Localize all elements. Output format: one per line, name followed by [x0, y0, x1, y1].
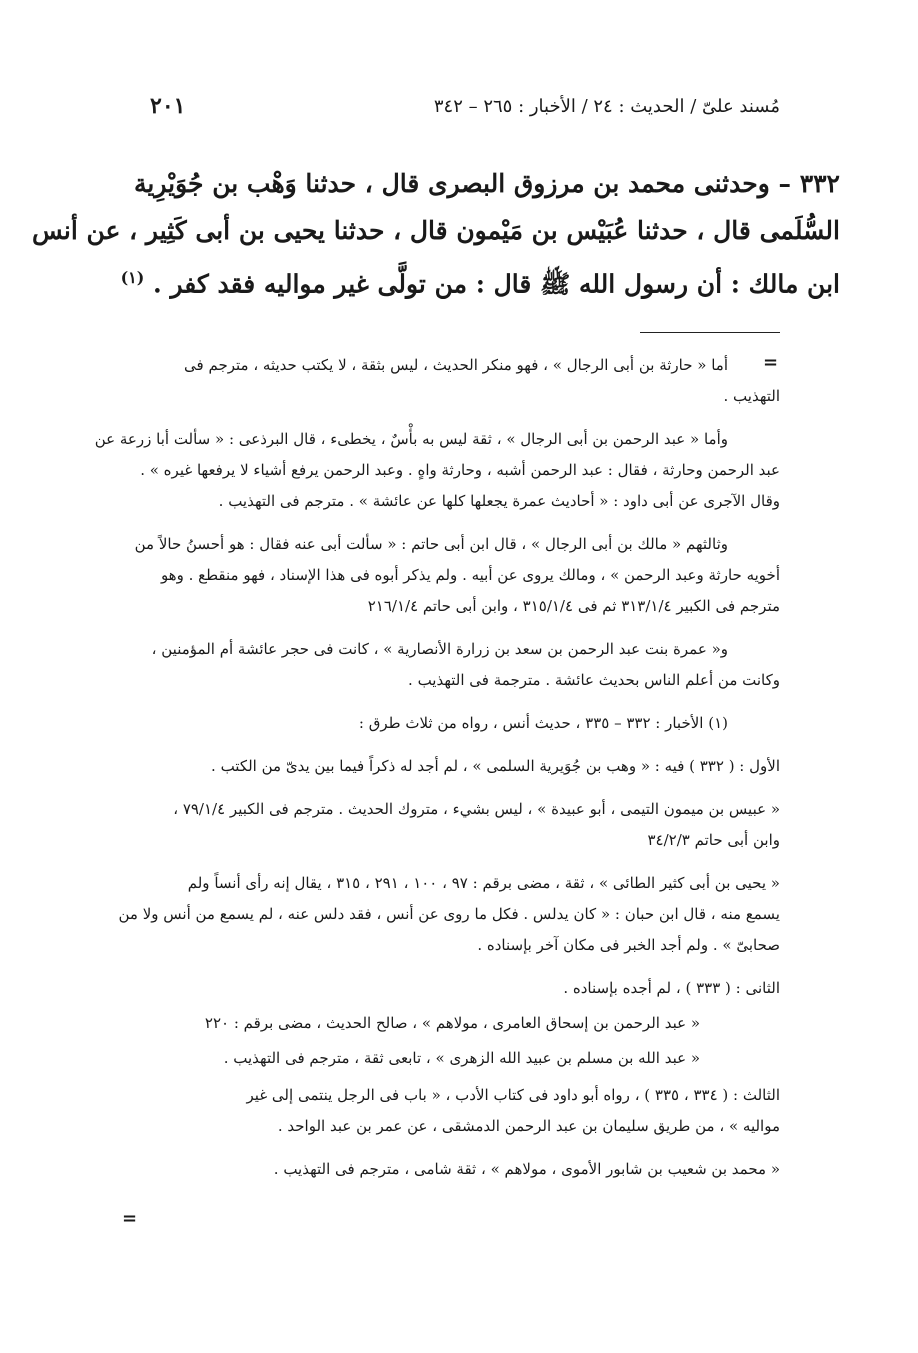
footnote-line: « عبيس بن ميمون التيمى ، أبو عبيدة » ، ليس بشيء ، متروك الحديث . مترجم فى الكبير ٧٩/١/٤ ، [173, 800, 780, 818]
footnote-line: الثانى : ( ٣٣٣ ) ، لم أجده بإسناده . [563, 979, 780, 997]
hadith-line-text: ابن مالك : أن رسول الله ﷺ قال : من تولَّى غير مواليه فقد كفر . [153, 269, 840, 299]
footnote-paragraph [118, 794, 780, 856]
footnote-line: أخويه حارثة وعبد الرحمن » ، ومالك يروى عن أبيه . ولم يذكر أبوه فى هذا الإسناد ، فهو منقطع . وهو [160, 566, 780, 584]
footnote-line: أما « حارثة بن أبى الرجال » ، فهو منكر الحديث ، ليس بثقة ، لا يكتب حديثه ، مترجم فى [184, 356, 728, 374]
footnote-line: مواليه » ، من طريق سليمان بن عبد الرحمن الدمشقى ، عن عمر بن عبد الواحد . [277, 1117, 780, 1135]
footnote-line: عبد الرحمن وحارثة ، فقال : عبد الرحمن أشبه ، وحارثة واهٍ . وعبد الرحمن يرفع أشياء لا يرفعها غيره » . [140, 461, 780, 479]
footnote-line: وأما « عبد الرحمن بن أبى الرجال » ، ثقة ليس به بأْسٌ ، يخطىء ، قال البرذعى : « سألت أبا زرعة عن [94, 430, 728, 448]
footnote-separator [640, 332, 780, 333]
footnote-paragraph [118, 634, 780, 696]
footnote-paragraph [118, 529, 780, 622]
footnote-paragraph [118, 1154, 780, 1185]
footnote-line: وابن أبى حاتم ٣٤/٢/٣ [647, 831, 780, 849]
footnote-line: يسمع منه ، قال ابن حبان : « كان يدلس . فكل ما روى عن أنس ، فقد دلس عنه ، لم يسمع من أنس ولا من [118, 905, 780, 923]
footnote-line: وقال الآجرى عن أبى داود : « أحاديث عمرة يجعلها كلها عن عائشة » . مترجم فى التهذيب . [218, 492, 780, 510]
footnote-line: وكانت من أعلم الناس بحديث عائشة . مترجمة فى التهذيب . [408, 671, 780, 689]
footnotes [94, 350, 780, 1197]
footnote-paragraph [118, 973, 780, 1004]
footnote-line: « عبد الله بن مسلم بن عبيد الله الزهرى » ، تابعى ثقة ، مترجم فى التهذيب . [223, 1049, 700, 1067]
footnote-paragraph [118, 708, 780, 739]
footnote-line: الأول : ( ٣٣٢ ) فيه : « وهب بن جُوَيرية السلمى » ، لم أجد له ذكراً فيما بين يدىّ من الكتب . [211, 757, 780, 775]
footnote-line: التهذيب . [723, 387, 780, 405]
footnote-paragraph [118, 1008, 780, 1039]
footnote-paragraph [118, 868, 780, 961]
footnote-line: (١) الأخبار : ٣٣٢ – ٣٣٥ ، حديث أنس ، رواه من ثلاث طرق : [358, 714, 728, 732]
page-number: ٢٠١ [150, 93, 186, 119]
running-title: مُسند علىّ / الحديث : ٢٤ / الأخبار : ٢٦٥ – ٣٤٢ [433, 95, 780, 117]
footnote-paragraph [118, 1043, 780, 1074]
hadith-line: السُّلَمى قال ، حدثنا عُبَيْس بن مَيْمون قال ، حدثنا يحيى بن أبى كَثِير ، عن أنس [32, 216, 840, 245]
continued-mark-bottom: = [122, 1208, 138, 1229]
running-head [150, 88, 780, 124]
footnote-line: « عبد الرحمن بن إسحاق العامرى ، مولاهم » ، صالح الحديث ، مضى برقم : ٢٢٠ [204, 1014, 700, 1032]
footnote-paragraph [94, 424, 780, 517]
footnote-line: و« عمرة بنت عبد الرحمن بن سعد بن زرارة الأنصارية » ، كانت فى حجر عائشة أم المؤمنين ، [151, 640, 728, 658]
hadith-line [120, 254, 840, 307]
continued-mark-top: = [763, 352, 779, 373]
footnote-line: وثالثهم « مالك بن أبى الرجال » ، قال ابن أبى حاتم : « سألت أبى عنه فقال : هو أحسنُ حالاً من [134, 535, 728, 553]
footnote-line: الثالث : ( ٣٣٤ ، ٣٣٥ ) ، رواه أبو داود فى كتاب الأدب ، « باب فى الرجل ينتمى إلى غير [246, 1086, 780, 1104]
footnote-reference: (١) [120, 268, 145, 287]
footnote-paragraph [118, 751, 780, 782]
footnote-line: « محمد بن شعيب بن شابور الأموى ، مولاهم » ، ثقة شامى ، مترجم فى التهذيب . [273, 1160, 780, 1178]
footnote-line: مترجم فى الكبير ٣١٣/١/٤ ثم فى ٣١٥/١/٤ ، وابن أبى حاتم ٢١٦/١/٤ [367, 597, 780, 615]
footnote-paragraph [118, 350, 780, 412]
footnote-paragraph [118, 1080, 780, 1142]
footnote-line: صحابىّ » . ولم أجد الخبر فى مكان آخر بإسناده . [477, 936, 780, 954]
footnote-line: « يحيى بن أبى كثير الطائى » ، ثقة ، مضى برقم : ٩٧ ، ١٠٠ ، ٢٩١ ، ٣١٥ ، يقال إنه رأى أنساً ولم [187, 874, 780, 892]
hadith-line: ٣٣٢ – وحدثنى محمد بن مرزوق البصرى قال ، حدثنا وَهْب بن جُوَيْرِية [134, 169, 840, 198]
hadith-text [32, 160, 840, 307]
